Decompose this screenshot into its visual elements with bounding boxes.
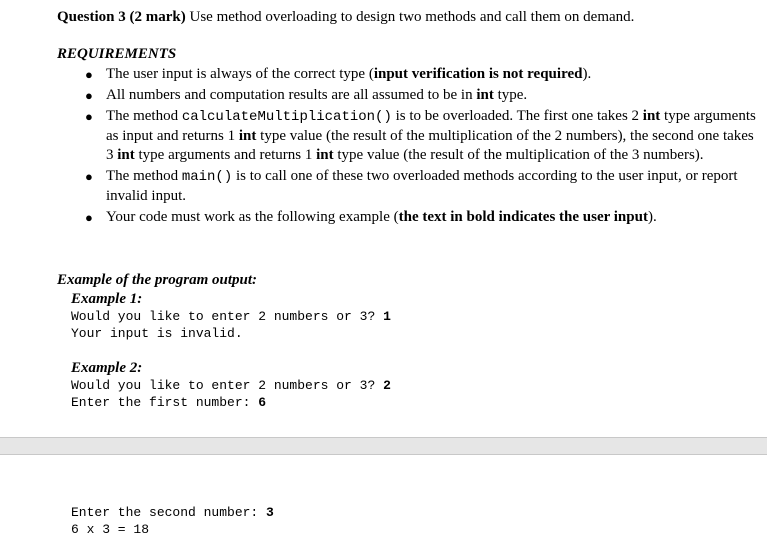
question-text: Use method overloading to design two methods and call them on demand. — [185, 9, 635, 25]
bullet-icon: ● — [85, 67, 93, 82]
bullet-icon: ● — [85, 109, 93, 124]
list-item: ● The method main() is to call one of these two overloaded methods according to the user input, or report invalid input. — [85, 168, 738, 204]
question-heading — [57, 9, 634, 26]
main-method-code: main() — [181, 169, 233, 185]
list-item: ● All numbers and computation results are all assumed to be in int type. — [85, 87, 528, 103]
user-input: 6 — [258, 395, 267, 410]
example-2-first-number-line: Enter the first number: 6 — [71, 395, 267, 410]
user-input: 3 — [266, 505, 274, 520]
user-input: 1 — [383, 309, 391, 324]
bullet-icon: ● — [85, 169, 93, 184]
example-1-output-line: Your input is invalid. — [71, 326, 243, 341]
examples-heading: Example of the program output: — [57, 272, 258, 288]
list-item: ● Your code must work as the following example (the text in bold indicates the user input). — [85, 209, 657, 225]
example-2-result-line: 6 x 3 = 18 — [71, 522, 150, 537]
question-label: Question 3 (2 mark) — [57, 9, 186, 25]
page-break-divider — [0, 437, 767, 455]
bullet-icon: ● — [85, 210, 93, 225]
example-2-second-number-line: Enter the second number: 3 — [71, 505, 274, 520]
example-1-prompt-line: Would you like to enter 2 numbers or 3? 1 — [71, 309, 391, 324]
example-2-prompt-line: Would you like to enter 2 numbers or 3? 2 — [71, 378, 391, 393]
bullet-icon: ● — [85, 88, 93, 103]
user-input: 2 — [383, 378, 391, 393]
list-item: ● The user input is always of the correct type (input verification is not required). — [85, 66, 592, 82]
requirements-list — [57, 65, 757, 229]
requirements-heading: REQUIREMENTS — [57, 46, 177, 62]
method-name-code: calculateMultiplication() — [181, 109, 392, 125]
example-1-title: Example 1: — [71, 291, 143, 307]
example-2-title: Example 2: — [71, 360, 143, 376]
document-page-bottom — [0, 455, 767, 545]
example-2-continued — [71, 504, 274, 538]
example-1 — [71, 291, 391, 342]
example-2 — [71, 360, 391, 411]
list-item: ● The method calculateMultiplication() is to be overloaded. The first one takes 2 int type arguments as input and returns 1 int type value (the result of the multiplication of the 2 numbers), the second one takes 3 int type arguments and returns 1 int type value (the result of the multiplication of the 3 numbers). — [85, 108, 756, 163]
